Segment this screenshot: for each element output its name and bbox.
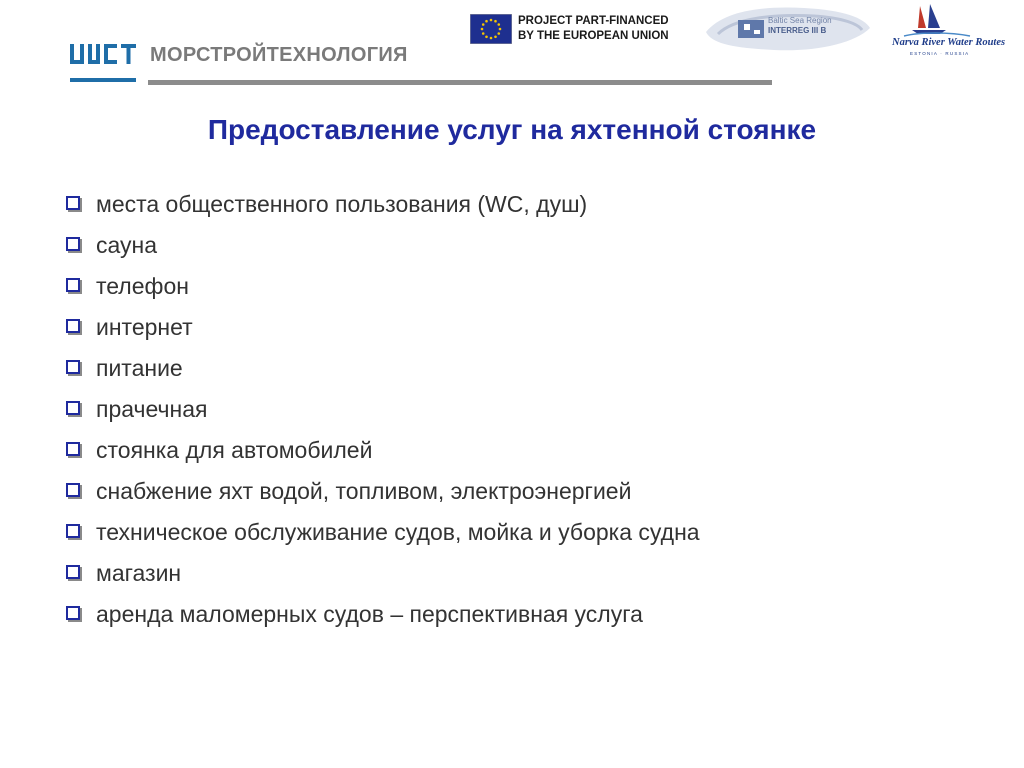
- eu-star-icon: [481, 28, 484, 31]
- checkbox-bullet-icon: [66, 524, 80, 538]
- list-item: [66, 184, 700, 225]
- list-item-text: прачечная: [96, 396, 208, 422]
- eu-star-icon: [482, 23, 485, 26]
- list-item: [66, 348, 700, 389]
- mst-logo: [70, 44, 136, 84]
- checkbox-bullet-icon: [66, 606, 80, 620]
- eu-star-icon: [494, 35, 497, 38]
- bsr-line-1: Baltic Sea Region: [768, 16, 832, 25]
- eu-star-icon: [497, 23, 500, 26]
- eu-star-icon: [499, 28, 502, 31]
- list-item-text: места общественного пользования (WC, душ): [96, 191, 588, 217]
- list-item: [66, 512, 700, 553]
- narva-logo-text: Narva River Water Routes: [892, 37, 1006, 48]
- list-item-text: магазин: [96, 560, 182, 586]
- checkbox-bullet-icon: [66, 565, 80, 579]
- eu-star-icon: [482, 32, 485, 35]
- eu-text-line-1: PROJECT PART-FINANCED: [518, 15, 669, 27]
- list-item-text: питание: [96, 355, 183, 381]
- checkbox-bullet-icon: [66, 401, 80, 415]
- checkbox-bullet-icon: [66, 319, 80, 333]
- eu-star-icon: [485, 35, 488, 38]
- list-item-text: аренда маломерных судов – перспективная услуга: [96, 601, 643, 627]
- bsr-line-2: INTERREG III B: [768, 26, 827, 35]
- list-item: [66, 307, 700, 348]
- checkbox-bullet-icon: [66, 483, 80, 497]
- checkbox-bullet-icon: [66, 237, 80, 251]
- checkbox-bullet-icon: [66, 360, 80, 374]
- header-divider: [148, 80, 772, 85]
- list-item-text: интернет: [96, 314, 193, 340]
- list-item-text: телефон: [96, 273, 189, 299]
- eu-star-icon: [497, 32, 500, 35]
- list-item: [66, 225, 700, 266]
- eu-star-icon: [485, 20, 488, 23]
- slide-title: Предоставление услуг на яхтенной стоянке: [207, 114, 817, 145]
- eu-funding-text: [518, 14, 669, 44]
- list-item-text: снабжение яхт водой, топливом, электроэнергией: [96, 478, 632, 504]
- narva-river-water-routes-logo: [890, 2, 1008, 58]
- list-item-text: стоянка для автомобилей: [96, 437, 373, 463]
- checkbox-bullet-icon: [66, 278, 80, 292]
- eu-star-icon: [494, 20, 497, 23]
- list-item: [66, 594, 700, 635]
- list-item-text: сауна: [96, 232, 158, 258]
- list-item-text: техническое обслуживание судов, мойка и уборка судна: [96, 519, 700, 545]
- list-item: [66, 471, 700, 512]
- list-item: [66, 553, 700, 594]
- services-list: [66, 184, 700, 635]
- eu-star-icon: [490, 19, 493, 22]
- eu-star-icon: [490, 37, 493, 40]
- company-name: МОРСТРОЙТЕХНОЛОГИЯ: [150, 44, 408, 66]
- narva-logo-subtext: ESTONIA · RUSSIA: [910, 51, 970, 56]
- list-item: [66, 266, 700, 307]
- list-item: [66, 430, 700, 471]
- list-item: [66, 389, 700, 430]
- eu-text-line-2: BY THE EUROPEAN UNION: [518, 30, 669, 42]
- checkbox-bullet-icon: [66, 196, 80, 210]
- baltic-sea-region-text: [768, 16, 832, 36]
- checkbox-bullet-icon: [66, 442, 80, 456]
- eu-flag-icon: [470, 14, 512, 44]
